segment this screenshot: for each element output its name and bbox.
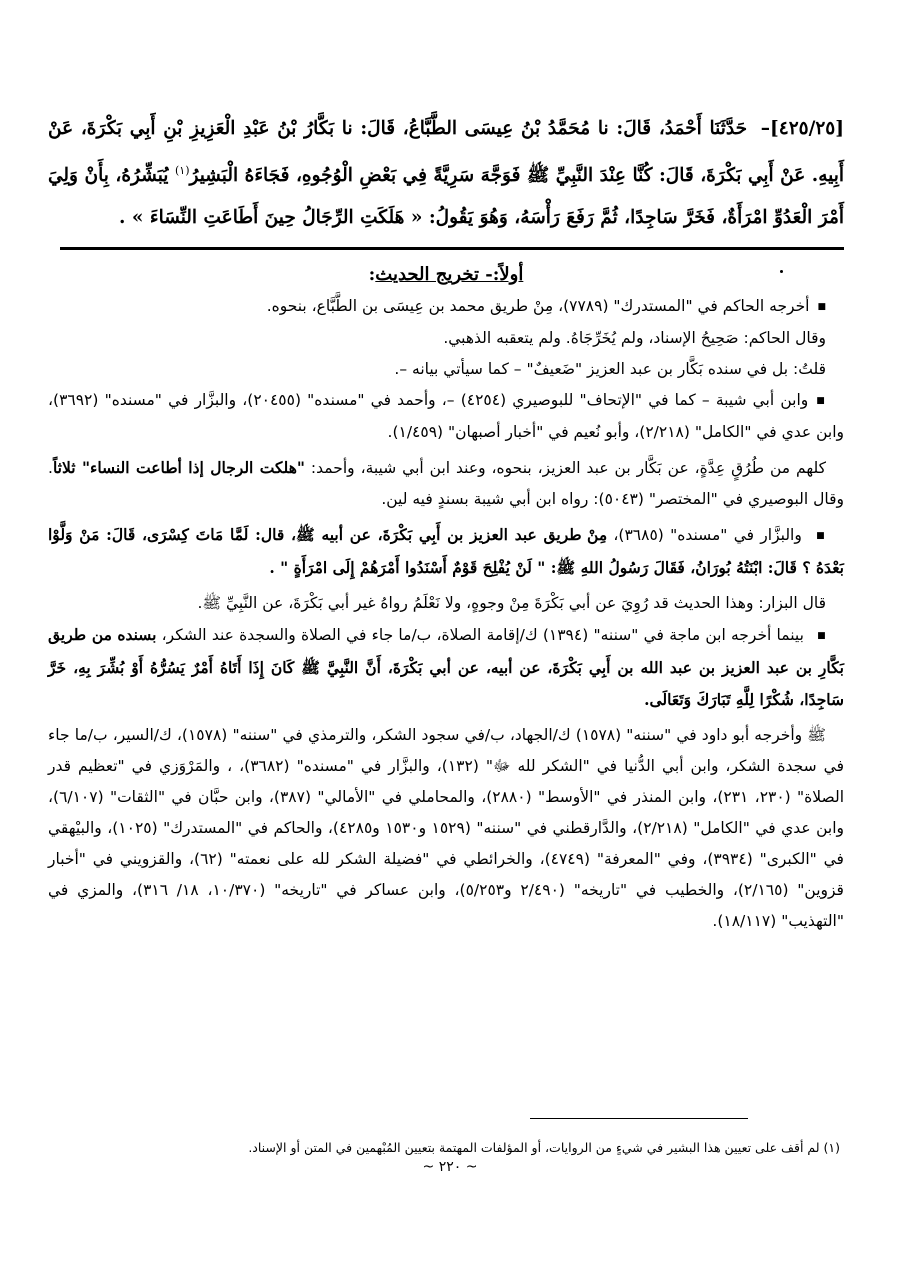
paragraph-abu-dawud: ﷺ وأخرجه أبو داود في "سننه" (١٥٧٨) ك/الجهاد، ب/في سجود الشكر، والترمذي في "سننه" (١٥٧٨)، ك/السير، ب/ما جاء في سجدة الشكر، وابن أبي الدُّنيا في "الشكر لله ﷻ" (١٣٢)، والبزَّار في "مسنده" (٣٦٨٢)، ، والمَرْوَزي في "تعظيم قدر الصلاة" (٢٣٠، ٢٣١)، وابن المنذر في "الأوسط" (٢٨٨٠)، والمحاملي في "الأمالي" (٣٨٧)، وابن حبَّان في "الثقات" (٦/١٠٧)، وابن عدي في "الكامل" (٢/٢١٨)، والدَّارقطني في "سننه" (١٥٢٩ و١٥٣٠ و٤٢٨٥)، والحاكم في "المستدرك" (١٠٢٥)، والبيْهقي في "الكبرى" (٣٩٣٤)، وفي "المعرفة" (٤٧٤٩)، والخرائطي في "فضيلة الشكر لله على نعمته" (٦٢)، والقزويني في "أخبار قزوين" (٢/١٦٥)، والخطيب في "تاريخه" (٢/٤٩٠ و٥/٢٥٣)، وابن عساكر في "تاريخه" (١٠/٣٧٠، ١٨/ ٣١٦)، والمزي في "التهذيب" (١٨/١١٧). bbox=[48, 726, 845, 931]
page-body bbox=[48, 108, 844, 937]
hadith-text bbox=[48, 108, 844, 239]
routes-text: كلهم من طُرُقٍ عِدَّةٍ، عن بَكَّار بن عبد العزيز، بنحوه، وعند ابن أبي شيبة، وأحمد: bbox=[310, 459, 827, 478]
footnote-marker: (١) bbox=[174, 164, 190, 177]
hadith-matn: يُبَشِّرُهُ، بِأَنْ وَلِيَ أَمْرَ الْعَدُوِّ امْرَأَةٌ، فَخَرَّ سَاجِدًا، ثُمَّ رَفَعَ رَأْسَهُ، وَهُوَ يَقُولُ: « هَلَكَتِ الرِّجَالُ حِينَ أَطَاعَتِ النِّسَاءَ » . bbox=[48, 165, 844, 229]
paragraph-all-routes bbox=[48, 452, 844, 515]
footnote: (١) لم أقف على تعيين هذا البشير في شيءٍ من الروايات، أو المؤلفات المهتمة بتعيين المُبْهمين في المتن أو الإسناد. bbox=[248, 1140, 840, 1155]
paragraph-bazzar-comment: قال البزار: وهذا الحديث قد رُوِيَ عن أبي بَكْرَةَ مِنْ وجوهٍ، ولا نَعْلَمُ رواهُ غير أبي بَكْرَةَ، عن النَّبِيِّ ﷺ. bbox=[197, 594, 826, 613]
paragraph-ibn-majah bbox=[48, 619, 844, 716]
stray-dot bbox=[780, 270, 783, 273]
section-title-colon: : bbox=[368, 264, 376, 286]
hadith-ref: [٤٢٥/٢٥]– bbox=[760, 118, 844, 139]
page-number: ~ ٢٢٠ ~ bbox=[422, 1159, 478, 1175]
paragraph-ibn-abi-shaybah: ■ وابن أبي شيبة – كما في "الإتحاف" للبوصيري (٤٢٥٤) –، وأحمد في "مسنده" (٢٠٤٥٥)، والبزَّار في "مسنده" (٣٦٩٢)، وابن عدي في "الكامل" (٢/٢١٨)، وأبو نُعيم في "أخبار أصبهان" (١/٤٥٩). bbox=[48, 385, 844, 448]
paragraph-bazzar bbox=[48, 519, 844, 584]
footnote-rule bbox=[530, 1118, 748, 1119]
ibn-majah-text: بينما أخرجه ابن ماجة في "سننه" (١٣٩٤) ك/إقامة الصلاة، ب/ما جاء في الصلاة والسجدة عند الشكر، bbox=[161, 626, 804, 645]
bazzar-text: والبزَّار في "مسنده" (٣٦٨٥)، bbox=[613, 526, 802, 545]
separator-rule bbox=[60, 247, 844, 250]
paragraph-hakim: ■ أخرجه الحاكم في "المستدرك" (٧٧٨٩)، مِنْ طريق محمد بن عِيسَى بن الطَّبَّاع، بنحوه. bbox=[48, 291, 844, 323]
routes-busiri: . وقال البوصيري في "المختصر" (٥٠٤٣): رواه ابن أبي شيبة بسندٍ فيه لين. bbox=[48, 459, 844, 509]
paragraph-hakim-ruling: وقال الحاكم: صَحِيحُ الإسناد، ولم يُخَرِّجَاهُ. ولم يتعقبه الذهبي. bbox=[443, 329, 826, 348]
section-title-text: أولاً:- تخريج الحديث bbox=[375, 264, 524, 286]
ibn-majah-quote: بسنده من طريق بَكَّارِ بن عبد العزيز بن عبد الله بن أَبِي بَكْرَةَ، عن أبيه، عن أبي بَكْرَةَ، أَنَّ النَّبِيَّ ﷺ كَانَ إِذَا أَتَاهُ أَمْرٌ يَسُرُّهُ أَوْ بُشِّرَ بِهِ، خَرَّ سَاجِدًا، شُكْرًا لِلَّهِ تَبَارَكَ وَتَعَالَى. bbox=[48, 625, 844, 710]
section-title bbox=[48, 264, 844, 285]
paragraph-author-note: قلتُ: بل في سنده بَكَّار بن عبد العزيز "ضَعيفٌ" – كما سيأتي بيانه –. bbox=[394, 360, 826, 379]
routes-quote: "هلكت الرجال إذا أطاعت النساء" ثلاثاً bbox=[52, 458, 305, 478]
bazzar-quote: مِنْ طريق عبد العزيز بن أَبِي بَكْرَةَ، عن أبيه ﷺ، قال: لَمَّا مَاتَ كِسْرَى، قَالَ: مَنْ وَلَّوْا بَعْدَهُ ؟ قَالَ: ابْنَتُهُ بُورَانُ، فَقَالَ رَسُولُ اللهِ ﷺ: " لَنْ يُفْلِحَ قَوْمٌ أَسْنَدُوا أَمْرَهُمْ إِلَى امْرَأَةٍ " . bbox=[48, 525, 844, 578]
hadith-isnad: حَدَّثَنَا أَحْمَدُ، قَالَ: نا مُحَمَّدُ بْنُ عِيسَى الطَّبَّاعُ، قَالَ: نا بَكَّارُ بْنُ عَبْدِ الْعَزِيزِ بْنِ أَبِي بَكْرَةَ، عَنْ أَبِيهِ. عَنْ أَبِي بَكْرَةَ، قَالَ: كُنَّا عِنْدَ النَّبِيِّ ﷺ فَوَجَّهَ سَرِيَّةً فِي بَعْضِ الْوُجُوهِ، فَجَاءَهُ الْبَشِيرُ bbox=[48, 118, 844, 187]
